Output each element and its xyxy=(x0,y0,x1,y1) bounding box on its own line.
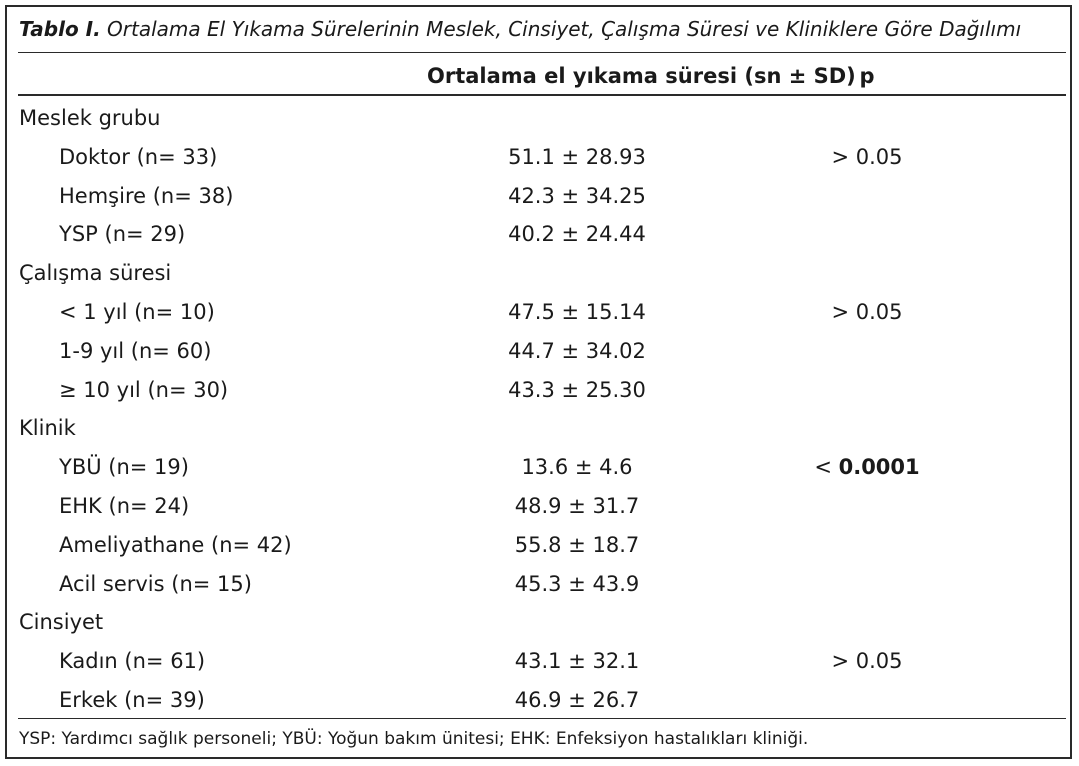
row-label: ≥ 10 yıl (n= 30) xyxy=(59,377,229,402)
table-row xyxy=(7,565,1074,603)
category-row xyxy=(7,409,1074,447)
row-value: 51.1 ± 28.93 xyxy=(508,144,646,169)
row-label: < 1 yıl (n= 10) xyxy=(59,300,215,324)
table-row xyxy=(7,293,1074,331)
row-value: 40.2 ± 24.44 xyxy=(508,222,646,247)
caption-title: Ortalama El Yıkama Sürelerinin Meslek, Cinsiyet, Çalışma Süresi ve Kliniklere Göre Dağılımı xyxy=(100,17,1022,41)
row-value: 47.5 ± 15.14 xyxy=(508,300,646,324)
row-label: 1-9 yıl (n= 60) xyxy=(59,338,212,363)
category-row xyxy=(7,99,1074,137)
row-p-value: > 0.05 xyxy=(831,300,903,324)
row-label: Doktor (n= 33) xyxy=(59,144,218,169)
row-value: 42.3 ± 34.25 xyxy=(508,183,646,208)
row-label: YBÜ (n= 19) xyxy=(59,455,189,480)
table-row xyxy=(7,138,1074,176)
row-label: Ameliyathane (n= 42) xyxy=(59,532,292,557)
row-label: Kadın (n= 61) xyxy=(59,649,206,674)
row-label: EHK (n= 24) xyxy=(59,494,190,518)
row-label: Hemşire (n= 38) xyxy=(59,183,234,208)
row-p-value xyxy=(767,448,967,486)
table-row xyxy=(7,642,1074,680)
table-row xyxy=(7,177,1074,215)
row-label: Acil servis (n= 15) xyxy=(59,571,252,596)
bottom-rule xyxy=(18,718,1066,719)
row-p-value: > 0.05 xyxy=(831,649,903,674)
p-value-significant: 0.0001 xyxy=(838,455,920,480)
caption-label: Tablo I. xyxy=(19,17,101,41)
category-label: Cinsiyet xyxy=(19,610,104,635)
table-row xyxy=(7,681,1074,719)
table-row xyxy=(7,448,1074,486)
header-rule xyxy=(18,94,1066,96)
table-caption xyxy=(19,17,1021,41)
table-row xyxy=(7,332,1074,370)
row-p-value: > 0.05 xyxy=(831,144,903,169)
table-row xyxy=(7,215,1074,253)
row-value: 46.9 ± 26.7 xyxy=(514,688,640,712)
category-row xyxy=(7,603,1074,641)
category-label: Çalışma süresi xyxy=(19,261,172,286)
category-row xyxy=(7,254,1074,292)
row-label: YSP (n= 29) xyxy=(59,222,186,247)
row-value: 44.7 ± 34.02 xyxy=(508,338,646,363)
category-label: Klinik xyxy=(19,416,76,441)
row-value: 13.6 ± 4.6 xyxy=(521,455,633,480)
table-frame xyxy=(5,5,1072,759)
top-rule xyxy=(18,52,1066,53)
row-value: 48.9 ± 31.7 xyxy=(514,494,640,518)
row-value: 43.1 ± 32.1 xyxy=(514,649,640,674)
row-value: 55.8 ± 18.7 xyxy=(514,532,640,557)
table-row xyxy=(7,487,1074,525)
table-row xyxy=(7,526,1074,564)
category-label: Meslek grubu xyxy=(19,106,161,130)
p-value-prefix: < xyxy=(814,455,839,480)
header-value: Ortalama el yıkama süresi (sn ± SD) xyxy=(427,64,856,88)
row-label: Erkek (n= 39) xyxy=(59,688,205,712)
row-value: 45.3 ± 43.9 xyxy=(514,571,640,596)
table-footnote: YSP: Yardımcı sağlık personeli; YBÜ: Yoğun bakım ünitesi; EHK: Enfeksiyon hastalıkları kliniği. xyxy=(19,729,809,749)
table-row xyxy=(7,371,1074,409)
row-value: 43.3 ± 25.30 xyxy=(508,377,646,402)
header-p: p xyxy=(859,64,875,88)
